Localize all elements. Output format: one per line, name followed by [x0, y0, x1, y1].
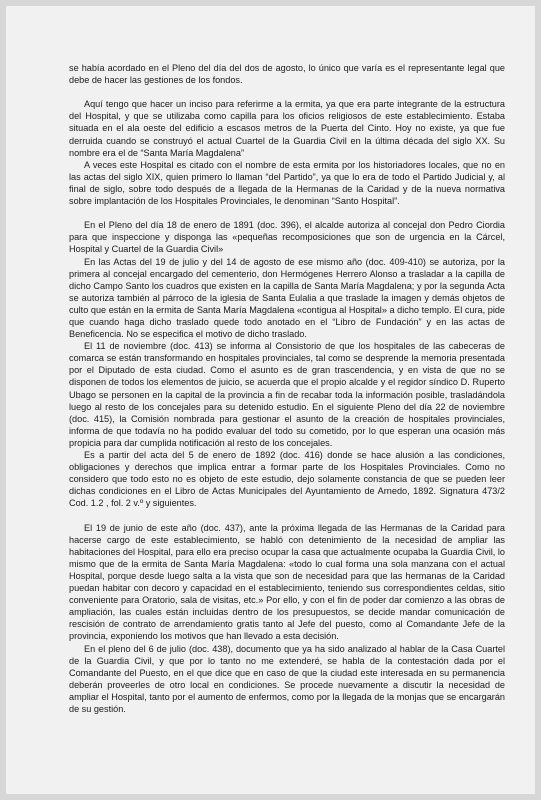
text-body	[69, 62, 505, 715]
paragraph: A veces este Hospital es citado con el nombre de esta ermita por los historiadores locales, que no en las actas del siglo XIX, quien primero lo llaman “del Partido”, ya que lo era de todo el Partido Judicial y, al final de siglo, sobre todo después de a llegada de la Hermanas de la Caridad y de la nueva normativa sobre implantación de los Hospitales Provinciales, le denominan “Santo Hospital”.	[69, 159, 505, 207]
paragraph: El 11 de noviembre (doc. 413) se informa al Consistorio de que los hospitales de las cabeceras de comarca se están transformando en hospitales provinciales, tal como se desprende la memoria presentada por el Diputado de esta ciudad. Como el asunto es de gran trascendencia, y en vista de que no se disponen de todos los elementos de juicio, se acuerda que el propio alcalde y el regidor síndico D. Ruperto Ubago se personen en la capital de la provincia a fin de recabar toda la información posible, trasladándola luego al resto de los concejales para su detenido estudio. En el siguiente Pleno del día 22 de noviembre (doc. 415), la Comisión nombrada para gestionar el asunto de la creación de hospitales provinciales, informa de que todavía no ha podido evaluar del todo su cometido, por lo que esperan una ocasión más propicia para dar cumplida notificación al resto de los concejales.	[69, 341, 505, 448]
paragraph: En el Pleno del día 18 de enero de 1891 (doc. 396), el alcalde autoriza al concejal don Pedro Ciordia para que inspeccione y disponga las «pequeñas recomposiciones que son de urgencia en la Cárcel, Hospital y Cuartel de la Guardia Civil»	[69, 220, 505, 255]
paragraph: Aquí tengo que hacer un inciso para referirme a la ermita, ya que era parte integrante de la estructura del Hospital, y que se utilizaba como capilla para los oficios religiosos de este establecimiento. Estaba situada en el ala oeste del edificio a escasos metros de la Puerta del Cinto. Hoy no existe, ya que fue derruida cuando se construyó el actual Cuartel de la Guardia Civil en la última década del siglo XX. Su nombre era el de “Santa María Magdalena”	[69, 99, 505, 158]
paragraph: En el pleno del 6 de julio (doc. 438), documento que ya ha sido analizado al hablar de la Casa Cuartel de la Guardia Civil, y que por lo tanto no me extenderé, se habla de la contestación dada por el Comandante del Puesto, en el que dice que en caso de que la ciudad este interesada en su permanencia deberán proveerles de otro local en condiciones. Se procede nuevamente a discutir la necesidad de ampliar el Hospital, tanto por el aumento de enfermos, como por la llegada de la monjas que se encargarán de su gestión.	[69, 643, 505, 714]
paragraph: Es a partir del acta del 5 de enero de 1892 (doc. 416) donde se hace alusión a las condiciones, obligaciones y derechos que implica entrar a formar parte de los Hospitales Provinciales. Como no considero que todo esto no es objeto de este estudio, dejo solamente constancia de que se pueden leer dichas condiciones en el Libro de Actas Municipales del Ayuntamiento de Arnedo, 1892. Signatura 473/2 Cod. 1.2 , fol. 2 v.º y siguientes.	[69, 450, 505, 509]
paragraph: En las Actas del 19 de julio y del 14 de agosto de ese mismo año (doc. 409-410) se autoriza, por la primera al concejal encargado del cementerio, don Hermógenes Herrero Alonso a trasladar a la capilla de dicho Campo Santo los cuadros que existen en la capilla de Santa María Magdalena; y por la segunda Acta se autoriza también al párroco de la iglesia de Santa Eulalia a que traslade la imagen y demás objetos de culto que están en la ermita de Santa María Magdalena «contigua al Hospital» a dicho templo. El cura, pide que cuando haga dicho traslado quede todo anotado en el “Libro de Fundación” y en las actas de Beneficencia. No se especifica el motivo de dicho traslado.	[69, 256, 505, 340]
paragraph: El 19 de junio de este año (doc. 437), ante la próxima llegada de las Hermanas de la Caridad para hacerse cargo de este establecimiento, se habló con detenimiento de la necesidad de ampliar las habitaciones del Hospital, para ello era preciso ocupar la casa que actualmente ocupaba la Guardia Civil, lo mismo que de la ermita de Santa María Magdalena: «todo lo cual forma una sola manzana con el actual Hospital, porque desde luego salta a la vista que son de necesidad para que las hermanas de la Caridad puedan habitar con decoro y capacidad en el establecimiento, teniendo sus correspondientes celdas, sitio conveniente para Oratorio, sala de visitas, etc.» Por ello, y con el fin de poder dar comienzo a las obras de ampliación, las cuales están incluidas dentro de los presupuestos, se decide mandar comunicación de rescisión de contrato de arrendamiento gratis tanto al Jefe del puesto, como al Comandante Jefe de la provincia, exponiendo los motivos que han llevado a esta decisión.	[69, 522, 505, 642]
paragraph: se había acordado en el Pleno del día del dos de agosto, lo único que varía es el representante legal que debe de hacer las gestiones de los fondos.	[69, 63, 505, 86]
document-page	[6, 6, 535, 794]
